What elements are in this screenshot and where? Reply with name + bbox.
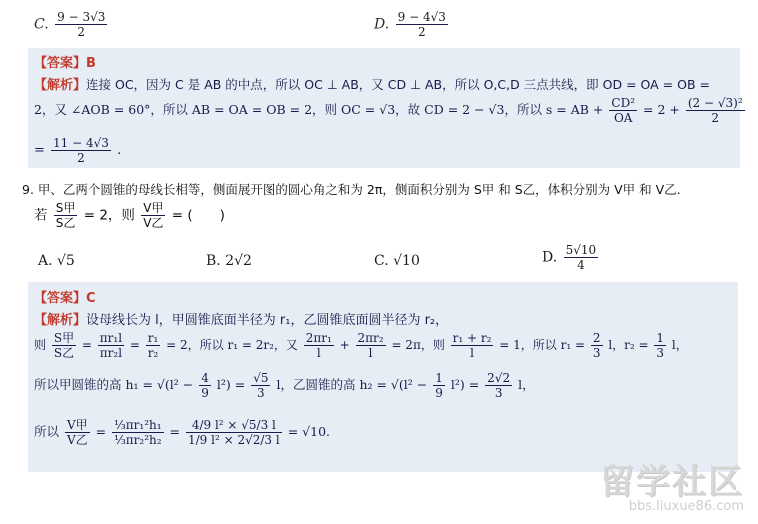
watermark-url: bbs.liuxue86.com (628, 499, 744, 514)
q8-option-c-denominator: 2 (77, 25, 86, 39)
frac-num: 2πr₂ (357, 331, 384, 345)
analysis-q8-line2-a: 2，又 ∠AOB = 60°，所以 AB = OA = OB = 2，则 OC = √3，故 CD = 2 − √3，所以 s = AB + (34, 102, 604, 117)
question9-line1: 9. 甲、乙两个圆锥的母线长相等，侧面展开图的圆心角之和为 2π，侧面积分别为 S甲 和 S乙，体积分别为 V甲 和 V乙. (22, 182, 681, 197)
analysis-q9-height2-text: l，乙圆锥的高 h₂ = √(l² − (276, 377, 428, 392)
analysis-q9-line3 (34, 371, 535, 400)
frac-num: πr₁l (99, 331, 123, 345)
analysis-q8-line2 (34, 96, 747, 125)
analysis-q9-result: = √10. (287, 424, 330, 439)
question9-line2-c: = ( ) (171, 207, 225, 224)
q8-option-d-denominator: 2 (417, 25, 426, 39)
question9-ratio-s-den: S乙 (55, 216, 76, 230)
q9-option-d-num: 5√10 (565, 243, 597, 257)
q8-option-c-numerator: 9 − 3√3 (57, 10, 106, 24)
analysis-q9-frac-angle1 (304, 331, 334, 360)
frac (433, 371, 445, 400)
analysis-q9-frac-r2 (654, 331, 666, 360)
frac-den: 3 (592, 346, 601, 360)
equals: = (129, 338, 140, 352)
frac-den: ⅓πr₂²h₂ (114, 433, 162, 447)
watermark-title: 留学社区 (600, 462, 744, 502)
analysis-q8-result-num: 11 − 4√3 (53, 136, 109, 150)
question9-ratio-v-num: V甲 (143, 201, 164, 215)
frac-den: S乙 (53, 346, 75, 360)
analysis-q8-result-fraction (51, 136, 111, 165)
frac-num: 2√2 (487, 371, 511, 385)
frac (65, 418, 90, 447)
analysis-q9-text: = 2，所以 r₁ = 2r₂，又 (166, 338, 298, 352)
analysis-q9-text: = 1，所以 r₁ = (499, 338, 586, 352)
analysis-tag-q9: 【解析】 (34, 313, 87, 328)
analysis-q9-frac-sum (451, 331, 494, 360)
analysis-q9-text: l²) = (450, 377, 480, 392)
question9-ratio-s-num: S甲 (55, 201, 76, 215)
frac-num: r₁ (147, 331, 159, 345)
frac-num: 1 (656, 331, 665, 345)
equals: = (81, 338, 92, 352)
frac-den: l (316, 346, 321, 360)
frac-den: 3 (656, 346, 665, 360)
q9-option-d-den: 4 (577, 258, 585, 272)
analysis-q9-frac-r (146, 331, 161, 360)
frac (251, 371, 270, 400)
analysis-q9-line2 (34, 331, 688, 360)
analysis-q8-result-den: 2 (77, 151, 85, 165)
analysis-q9-line4 (34, 418, 330, 447)
analysis-q8-line3-b: . (117, 143, 122, 158)
watermark (600, 454, 744, 514)
q9-option-d (542, 243, 600, 272)
q8-option-d-numerator: 9 − 4√3 (397, 10, 446, 24)
analysis-q9-then: 则 (34, 338, 47, 352)
question9-line2-b: = 2，则 (83, 207, 135, 224)
question9-ratio-v (141, 201, 165, 230)
analysis-q8-fraction-2 (686, 96, 745, 125)
analysis-q9-text: l， (518, 377, 535, 392)
q8-option-d (374, 10, 450, 39)
analysis-tag-q8: 【解析】 (34, 78, 87, 93)
frac (485, 371, 512, 400)
frac-den: r₂ (147, 346, 159, 360)
question9-ratio-v-den: V乙 (143, 216, 164, 230)
frac-den: V乙 (67, 433, 88, 447)
analysis-q8-line1 (34, 74, 710, 93)
q8-option-c-fraction (55, 10, 107, 39)
analysis-q9-text: l，r₂ = (608, 338, 649, 352)
analysis-q9-height1-text: 所以甲圆锥的高 h₁ = √(l² − (34, 377, 194, 392)
frac-den: 3 (494, 386, 503, 400)
frac (112, 418, 163, 447)
analysis-q9-line1-text: 设母线长为 l，甲圆锥底面半径为 r₁，乙圆锥底面圆半径为 r₂， (86, 313, 449, 328)
frac-num: ⅓πr₁²h₁ (114, 418, 162, 432)
frac-den: 9 (201, 386, 209, 400)
frac-num: 4 (201, 371, 209, 385)
q8-option-d-fraction (396, 10, 448, 39)
analysis-q9-therefore: 所以 (34, 424, 60, 439)
analysis-q8-line3-a: = (34, 143, 45, 158)
q8-option-d-letter: D. (374, 16, 390, 33)
frac-num: 2πr₁ (305, 331, 332, 345)
answer-tag-q8: 【答案】B (34, 56, 96, 71)
plus: + (339, 338, 350, 352)
analysis-q8-fraction-cd (609, 96, 637, 125)
analysis-q9-frac-area (98, 331, 124, 360)
frac-den: l (470, 346, 474, 360)
frac-num: 2 (592, 331, 601, 345)
q8-option-c (34, 10, 109, 39)
q9-option-b: B. 2√2 (206, 253, 252, 269)
analysis-q8-line3 (34, 136, 121, 165)
analysis-q9-text: l²) = (216, 377, 246, 392)
frac-num: 4/9 l² × √5/3 l (186, 418, 282, 433)
q9-option-c: C. √10 (374, 253, 420, 269)
frac-den: l (368, 346, 373, 360)
question9-line2-a: 若 (34, 207, 48, 224)
q9-option-a: A. √5 (38, 253, 75, 269)
question9-ratio-s (54, 201, 78, 230)
frac-den: πr₂l (99, 346, 123, 360)
analysis-q9-text: = 2π，则 (391, 338, 445, 352)
frac-num: S甲 (53, 331, 75, 345)
frac (199, 371, 211, 400)
analysis-q9-frac-s (52, 331, 76, 360)
frac-num: r₁ + r₂ (452, 331, 492, 345)
analysis-q9-line1 (34, 309, 448, 328)
q8-option-c-letter: C. (34, 16, 49, 33)
analysis-q8-line1-text: 连接 OC，因为 C 是 AB 的中点，所以 OC ⊥ AB，又 CD ⊥ AB，所以 O,C,D 三点共线，即 OD = OA = OB = (86, 77, 710, 92)
analysis-q9-frac-r1 (591, 331, 603, 360)
answer-tag-q9: 【答案】C (34, 291, 96, 306)
frac-num: 1 (435, 371, 443, 385)
frac-num: V甲 (67, 418, 88, 432)
analysis-q8-fraction-2-num: (2 − √3)² (687, 96, 743, 110)
frac-den: 9 (435, 386, 443, 400)
frac (186, 418, 282, 447)
equals: = (169, 424, 181, 439)
q9-option-d-letter: D. (542, 249, 558, 266)
analysis-q8-line2-b: = 2 + (643, 102, 680, 117)
analysis-q8-fraction-cd-den: OA (613, 111, 633, 125)
equals: = (95, 424, 107, 439)
frac-den: 3 (257, 386, 265, 400)
analysis-q8-fraction-2-den: 2 (711, 111, 720, 125)
q9-option-d-fraction (564, 243, 599, 272)
question9-line2 (34, 201, 225, 230)
analysis-q9-frac-angle2 (356, 331, 386, 360)
frac-den: 1/9 l² × 2√2/3 l (188, 433, 280, 447)
frac-num: √5 (253, 371, 269, 385)
analysis-q8-fraction-cd-num: CD² (611, 96, 636, 110)
analysis-q9-text: l， (671, 338, 688, 352)
